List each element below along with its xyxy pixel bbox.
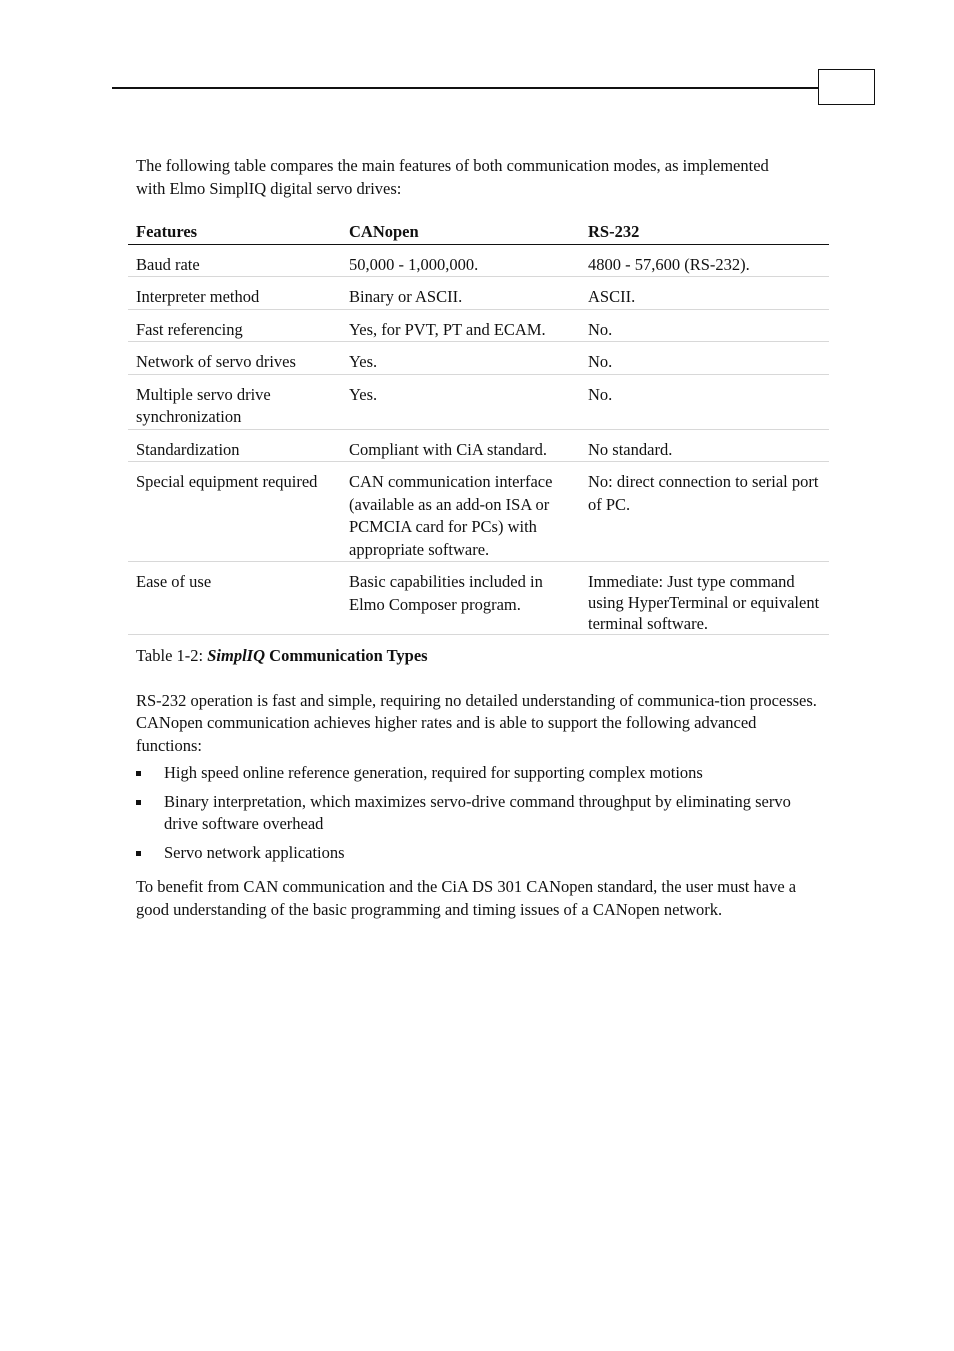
row-feature: Interpreter method [128,277,341,310]
row-rs232: Immediate: Just type command using HyperTerminal or equivalent terminal software. [580,562,829,635]
comparison-table [128,218,829,635]
row-feature: Ease of use [128,562,341,635]
list-item-text: Binary interpretation, which maximizes servo-drive command throughput by eliminating servo drive software overhead [164,791,791,833]
header-rule [112,87,819,89]
row-canopen: Binary or ASCII. [341,277,580,310]
row-rs232: No standard. [580,429,829,462]
page-content [136,155,829,921]
table-row [128,429,829,462]
table-row [128,562,829,635]
row-rs232: No. [580,309,829,342]
row-canopen: Compliant with CiA standard. [341,429,580,462]
table-row [128,309,829,342]
closing-paragraph: To benefit from CAN communication and the CiA DS 301 CANopen standard, the user must have a good understanding of the basic programming and timing issues of a CANopen network. [136,877,797,919]
row-canopen: Yes, for PVT, PT and ECAM. [341,309,580,342]
row-feature: Baud rate [128,244,341,277]
row-feature: Network of servo drives [128,342,341,375]
row-canopen: 50,000 - 1,000,000. [341,244,580,277]
list-item [136,762,824,785]
list-item-text: Servo network applications [164,842,345,862]
body-paragraph: RS-232 operation is fast and simple, requiring no detailed understanding of communica-tion processes. CANopen communication achieves higher rates and is able to support the following advanced functions: [136,690,817,755]
header-canopen: CANopen [341,218,580,244]
header-rs232: RS-232 [580,218,829,244]
bullet-icon [136,771,141,776]
header-features: Features [128,218,341,244]
page-number-box [818,69,875,105]
row-canopen: CAN communication interface (available as an add-on ISA or PCMCIA card for PCs) with appropriate software. [341,462,580,562]
row-feature: Special equipment required [128,462,341,562]
row-rs232: No. [580,342,829,375]
table-row [128,244,829,277]
row-rs232: No: direct connection to serial port of PC. [580,462,829,562]
table-header-row [128,218,829,244]
row-rs232: ASCII. [580,277,829,310]
list-item [136,791,824,836]
row-canopen: Yes. [341,342,580,375]
row-canopen: Yes. [341,374,580,429]
table-row [128,342,829,375]
bullet-icon [136,800,141,805]
list-item-text: High speed online reference generation, required for supporting complex motions [164,763,703,782]
caption-title: Communication Types [265,646,428,665]
caption-product: SimplIQ [207,646,266,665]
row-feature: Standardization [128,429,341,462]
table-caption [136,645,829,668]
table-row [128,462,829,562]
intro-paragraph: The following table compares the main features of both communication modes, as implemented with Elmo SimplIQ digital servo drives: [136,156,769,198]
row-rs232: No. [580,374,829,429]
row-feature: Multiple servo drive synchronization [128,374,341,429]
table-row [128,277,829,310]
caption-prefix: Table 1-2: [136,646,208,665]
feature-list [136,762,829,864]
list-item [136,842,824,865]
table-row [128,374,829,429]
row-canopen: Basic capabilities included in Elmo Composer program. [341,562,580,635]
bullet-icon [136,851,141,856]
row-feature: Fast referencing [128,309,341,342]
row-rs232: 4800 - 57,600 (RS-232). [580,244,829,277]
